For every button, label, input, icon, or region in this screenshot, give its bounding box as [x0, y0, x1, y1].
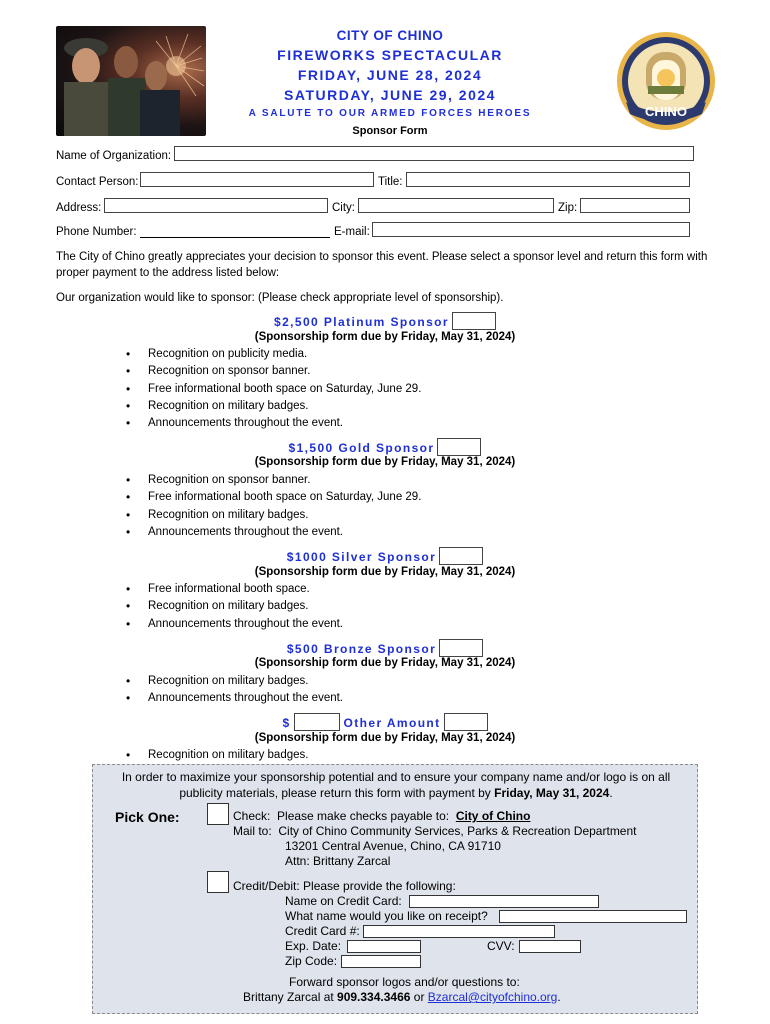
silver-due: (Sponsorship form due by Friday, May 31, 2024) — [254, 566, 516, 578]
other-label: Other Amount — [343, 716, 441, 730]
list-item: • Recognition on military badges. — [126, 507, 421, 524]
list-item: • Free informational booth space. — [126, 581, 343, 598]
list-item: • Recognition on military badges. — [126, 673, 343, 690]
soldiers-photo — [56, 26, 206, 136]
gold-due: (Sponsorship form due by Friday, May 31, 2024) — [254, 456, 516, 468]
list-item: • Announcements throughout the event. — [126, 524, 421, 541]
cc-exp-label: Exp. Date: — [285, 939, 342, 953]
list-item: • Recognition on sponsor banner. — [126, 472, 421, 489]
list-item: • Recognition on military badges. — [126, 598, 343, 615]
cc-cvv-input[interactable] — [519, 940, 581, 953]
other-benefits — [126, 747, 308, 764]
cc-exp-input[interactable] — [347, 940, 421, 953]
gold-checkbox[interactable] — [437, 438, 481, 456]
check-label: Check: — [233, 809, 271, 823]
organization-label: Name of Organization: — [56, 150, 172, 162]
platinum-level — [0, 312, 770, 330]
bronze-benefits — [126, 673, 343, 708]
other-level — [0, 713, 770, 731]
cc-number-label: Credit Card #: — [285, 924, 360, 938]
mail-address-1: City of Chino Community Services, Parks & Recreation Department — [278, 824, 637, 838]
platinum-benefits — [126, 346, 421, 432]
intro-paragraph: The City of Chino greatly appreciates your decision to sponsor this event. Please select a sponsor level and return this form with proper payment to the address listed below: — [56, 251, 708, 279]
contact-person-input[interactable] — [140, 172, 374, 187]
silver-label: $1000 Silver Sponsor — [286, 550, 437, 564]
city-of-chino-seal — [614, 30, 718, 132]
cc-number-input[interactable] — [363, 925, 555, 938]
header-event: FIREWORKS SPECTACULAR — [277, 47, 503, 63]
panel-intro-text: publicity materials, please return this form with payment by — [179, 786, 495, 800]
choose-level-text: Our organization would like to sponsor: (Please check appropriate level of sponsorship). — [56, 292, 504, 304]
cc-zip-label: Zip Code: — [285, 954, 338, 968]
mail-label: Mail to: — [233, 824, 272, 838]
mail-address-2: 13201 Central Avenue, Chino, CA 91710 — [285, 839, 501, 853]
silver-level — [0, 547, 770, 565]
gold-level — [0, 438, 770, 456]
contact-line — [243, 990, 561, 1005]
contact-end: . — [557, 990, 561, 1004]
header-date-2: SATURDAY, JUNE 29, 2024 — [284, 87, 496, 103]
silver-benefits — [126, 581, 343, 633]
credit-label: Credit/Debit: Please provide the following: — [233, 879, 456, 893]
zip-input[interactable] — [580, 198, 690, 213]
pick-one-label: Pick One: — [115, 809, 180, 825]
bronze-checkbox[interactable] — [439, 639, 483, 657]
cc-zip-input[interactable] — [341, 955, 421, 968]
list-item: • Recognition on military badges. — [126, 747, 308, 764]
gold-benefits — [126, 472, 421, 541]
list-item: • Recognition on sponsor banner. — [126, 363, 421, 380]
phone-input[interactable] — [140, 224, 330, 238]
title-input[interactable] — [406, 172, 690, 187]
cc-receipt-label: What name would you like on receipt? — [285, 909, 488, 923]
phone-label: Phone Number: — [56, 226, 137, 238]
contact-or: or — [410, 990, 428, 1004]
contact-person-label: Contact Person: — [56, 176, 139, 188]
title-label: Title: — [378, 176, 403, 188]
list-item: • Announcements throughout the event. — [126, 616, 343, 633]
list-item: • Free informational booth space on Saturday, June 29. — [126, 489, 421, 506]
check-payee: City of Chino — [455, 809, 531, 823]
contact-phone: 909.334.3466 — [337, 990, 411, 1004]
panel-intro — [93, 769, 699, 801]
payment-panel — [92, 764, 698, 1014]
panel-intro-end: . — [609, 786, 613, 800]
organization-input[interactable] — [174, 146, 694, 161]
list-item: • Announcements throughout the event. — [126, 690, 343, 707]
platinum-checkbox[interactable] — [452, 312, 496, 330]
email-label: E-mail: — [334, 226, 370, 238]
list-item: • Recognition on military badges. — [126, 398, 421, 415]
seal-text: CHINO — [645, 104, 687, 119]
gold-label: $1,500 Gold Sponsor — [288, 441, 435, 455]
contact-email-link[interactable]: Bzarcal@cityofchino.org — [427, 990, 558, 1004]
header-salute: A SALUTE TO OUR ARMED FORCES HEROES — [248, 108, 532, 119]
cc-name-input[interactable] — [409, 895, 599, 908]
list-item: • Free informational booth space on Saturday, June 29. — [126, 381, 421, 398]
forward-line: Forward sponsor logos and/or questions to: — [289, 975, 520, 989]
other-checkbox[interactable] — [444, 713, 488, 731]
city-label: City: — [332, 202, 355, 214]
check-line — [233, 809, 530, 824]
address-label: Address: — [56, 202, 102, 214]
other-dollar-sign: $ — [282, 716, 291, 730]
mail-attn: Attn: Brittany Zarcal — [285, 854, 391, 868]
check-payment-checkbox[interactable] — [207, 803, 229, 825]
bronze-label: $500 Bronze Sponsor — [286, 642, 437, 656]
header-date-1: FRIDAY, JUNE 28, 2024 — [297, 67, 483, 83]
contact-name: Brittany Zarcal at — [243, 990, 338, 1004]
bronze-due: (Sponsorship form due by Friday, May 31, 2024) — [254, 657, 516, 669]
panel-due-date: Friday, May 31, 2024 — [494, 786, 610, 800]
list-item: • Announcements throughout the event. — [126, 415, 421, 432]
platinum-due: (Sponsorship form due by Friday, May 31, 2024) — [254, 331, 516, 343]
city-input[interactable] — [358, 198, 554, 213]
bronze-level — [0, 639, 770, 657]
credit-payment-checkbox[interactable] — [207, 871, 229, 893]
panel-intro-line1: In order to maximize your sponsorship potential and to ensure your company name and/or logo is on all — [121, 770, 671, 784]
cc-name-label: Name on Credit Card: — [285, 894, 402, 908]
document-header — [220, 26, 560, 137]
silver-checkbox[interactable] — [439, 547, 483, 565]
email-input[interactable] — [372, 222, 690, 237]
other-due: (Sponsorship form due by Friday, May 31, 2024) — [254, 732, 516, 744]
form-title: Sponsor Form — [352, 125, 428, 137]
platinum-label: $2,500 Platinum Sponsor — [274, 315, 449, 329]
check-text: Please make checks payable to: — [277, 809, 450, 823]
address-input[interactable] — [104, 198, 328, 213]
zip-label: Zip: — [558, 202, 578, 214]
mail-line — [233, 824, 637, 839]
header-city: CITY OF CHINO — [336, 28, 444, 43]
cc-receipt-input[interactable] — [499, 910, 687, 923]
cc-cvv-label: CVV: — [487, 939, 515, 953]
panel-intro-line2 — [93, 785, 699, 801]
list-item: • Recognition on publicity media. — [126, 346, 421, 363]
other-amount-input[interactable] — [294, 713, 340, 731]
